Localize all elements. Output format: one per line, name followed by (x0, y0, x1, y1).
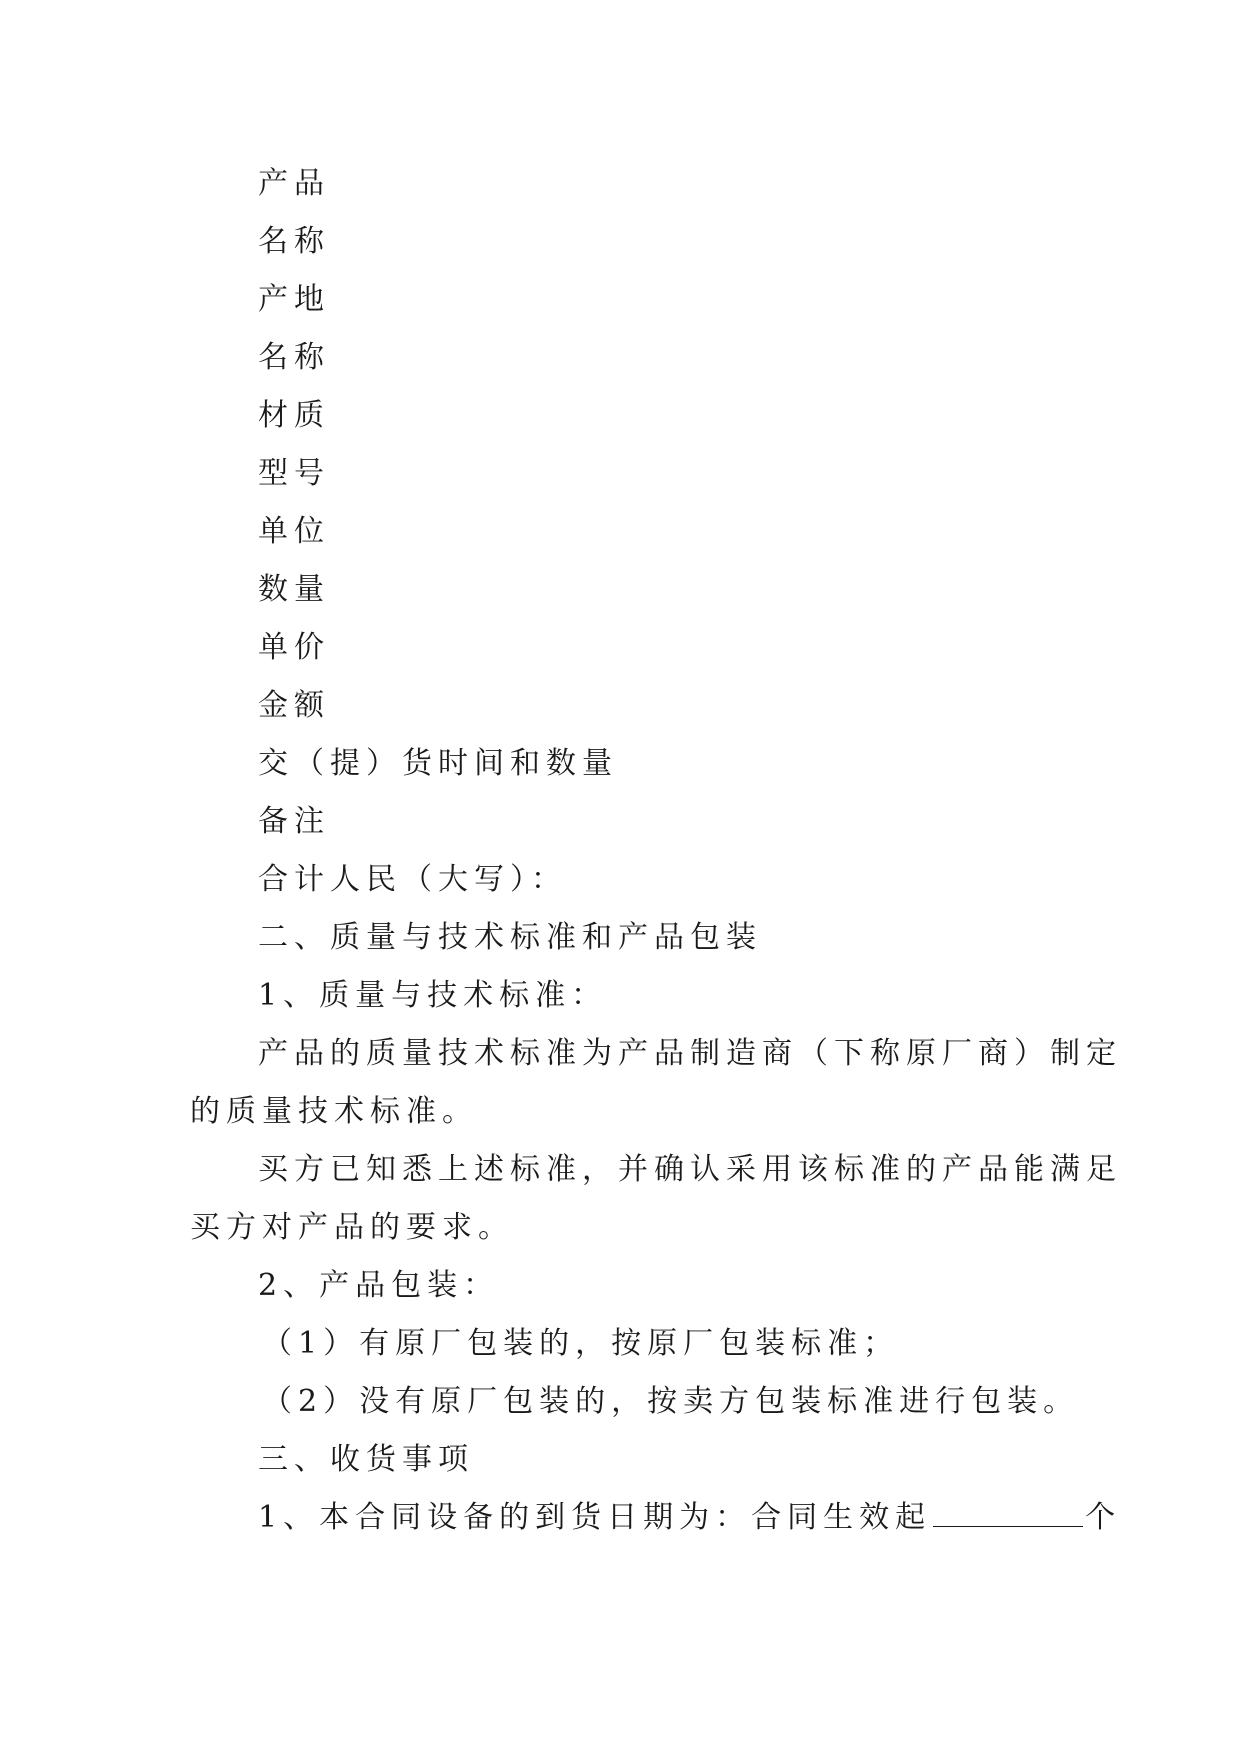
paragraph-line (258, 1498, 1121, 1538)
paragraph-line: 产品的质量技术标准为产品制造商（下称原厂商）制定 (258, 1036, 1122, 1071)
paragraph-line: 的质量技术标准。 (190, 1094, 478, 1129)
fill-in-blank (933, 1500, 1083, 1527)
paragraph-line: 买方已知悉上述标准，并确认采用该标准的产品能满足 (258, 1152, 1122, 1187)
text-line: 交（提）货时间和数量 (258, 746, 618, 781)
text-line: 金额 (258, 688, 330, 723)
subsection-heading: 2、产品包装： (258, 1268, 500, 1303)
subsection-heading: 1、质量与技术标准： (258, 978, 608, 1013)
text-line: 名称 (258, 340, 330, 375)
section-heading: 二、质量与技术标准和产品包装 (258, 920, 762, 955)
text-line: 产地 (258, 282, 330, 317)
paragraph-text: 1、本合同设备的到货日期为：合同生效起 (258, 1500, 932, 1535)
text-line: 型号 (258, 456, 330, 491)
text-line: 名称 (258, 224, 330, 259)
list-item: （2）没有原厂包装的，按卖方包装标准进行包装。 (262, 1384, 1080, 1419)
text-line: 备注 (258, 804, 330, 839)
paragraph-text: 个 (1085, 1500, 1122, 1535)
text-line: 单价 (258, 630, 330, 665)
text-line: 数量 (258, 572, 330, 607)
text-line: 材质 (258, 398, 330, 433)
text-line: 单位 (258, 514, 330, 549)
section-heading: 三、收货事项 (258, 1442, 474, 1477)
text-line: 产品 (258, 166, 330, 201)
list-item: （1）有原厂包装的，按原厂包装标准； (262, 1326, 900, 1361)
paragraph-line: 买方对产品的要求。 (190, 1210, 514, 1245)
text-line: 合计人民（大写）： (258, 862, 567, 897)
